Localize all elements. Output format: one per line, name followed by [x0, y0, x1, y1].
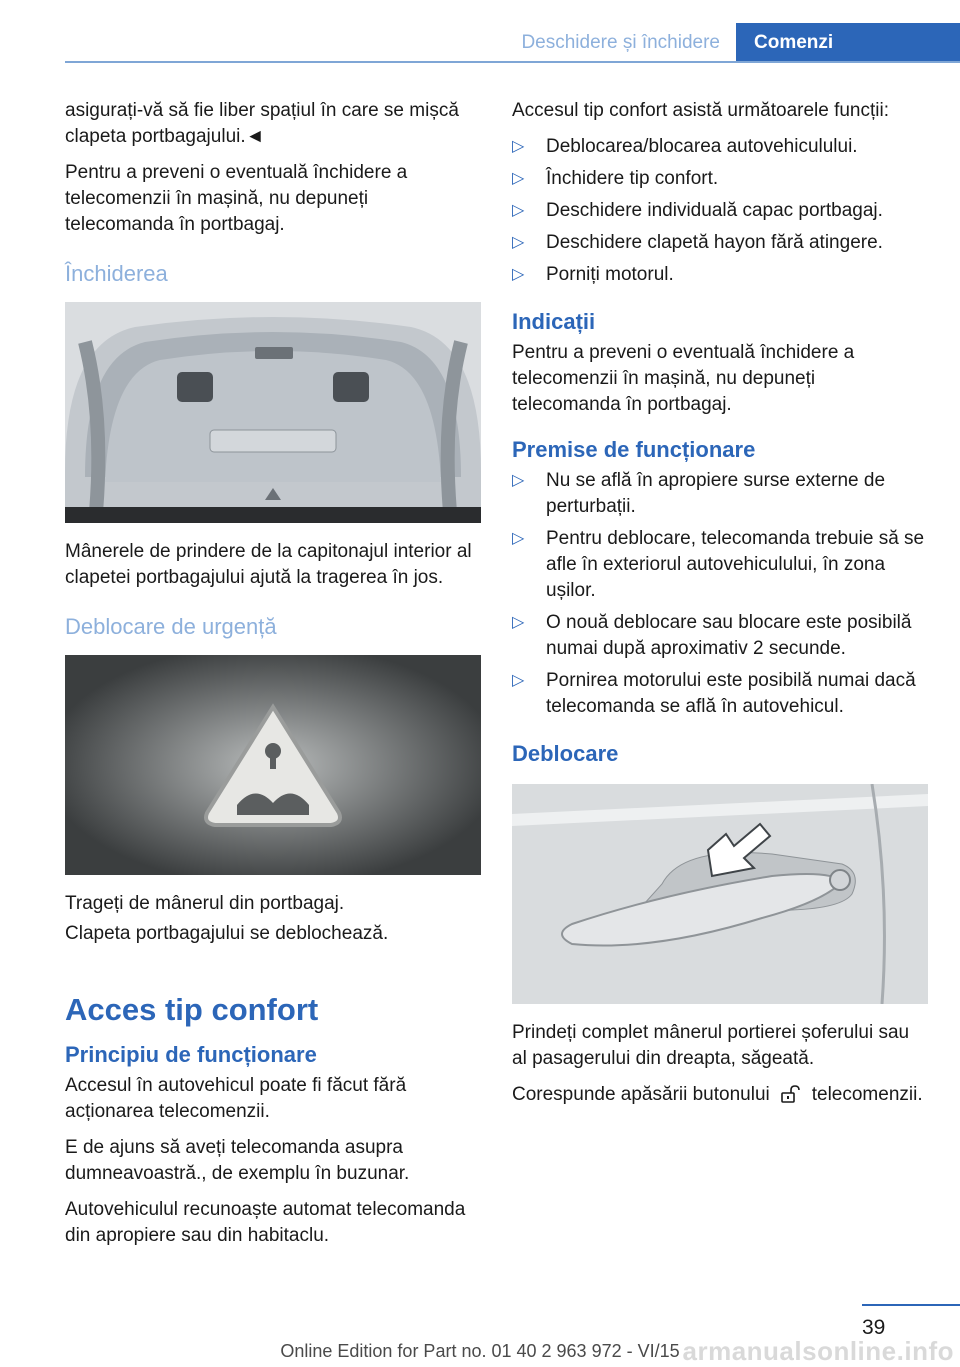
paragraph-trageti: Trageți de mânerul din portbagaj. [65, 893, 345, 914]
list-item: ▷ Deblocarea/blocarea autovehiculului. [512, 134, 928, 160]
footer-rule [862, 1304, 960, 1306]
list-item: ▷ O nouă deblocare sau blocare este posibilă numai după aproximativ 2 secunde. [512, 612, 912, 659]
bullet-triangle-icon: ▷ [512, 672, 525, 689]
heading-premise: Premise de funcționare [512, 437, 756, 462]
footer-edition: Online Edition for Part no. 01 40 2 963 972 - VI/15 [280, 1341, 680, 1361]
watermark: armanualsonline.info [682, 1336, 954, 1366]
list-item: ▷ Închidere tip confort. [512, 166, 928, 192]
heading-indicatii: Indicații [512, 309, 596, 334]
trunk-lid-interior-image [65, 302, 481, 523]
header-section-title: Deschidere și închidere [521, 32, 720, 53]
paragraph-indicatii: Pentru a preveni o eventuală închidere a telecomenzii în mașină, nu depuneți telecomanda în portbagaj. [512, 342, 855, 415]
header-rule [65, 61, 960, 63]
left-column [65, 98, 481, 1259]
paragraph-accesul: Accesul în autovehicul poate fi făcut fără acționarea telecomenzii. [65, 1075, 407, 1122]
paragraph-ajuns: E de ajuns să aveți telecomanda asupra dumneavoastră., de exemplu în buzunar. [65, 1137, 410, 1184]
heading-deblocare: Deblocare [512, 741, 619, 766]
bullet-triangle-icon: ▷ [512, 202, 525, 219]
paragraph-recunoaste: Autovehiculul recunoaște automat telecomanda din apropiere sau din habitaclu. [65, 1199, 466, 1246]
figure-caption-handles: Mânerele de prindere de la capitonajul interior al clapetei portbagajului ajută la tragerea în jos. [65, 541, 472, 588]
header-section [0, 0, 736, 61]
bullet-triangle-icon: ▷ [512, 138, 525, 155]
paragraph-functions-intro: Accesul tip confort asistă următoarele funcții: [512, 100, 890, 121]
page-number: 39 [862, 1316, 886, 1339]
heading-deblocare-urgenta: Deblocare de urgență [65, 614, 277, 639]
door-handle-image [512, 784, 928, 1004]
header-tab-label: Comenzi [754, 32, 834, 53]
premise-list [512, 468, 928, 720]
paragraph-clapeta-deblocheaza: Clapeta portbagajului se deblochează. [65, 923, 389, 944]
list-item: ▷ Deschidere clapetă hayon fără atingere. [512, 230, 928, 256]
list-item: ▷ Pentru deblocare, telecomanda trebuie să se afle în exteriorul autovehiculului, în zona ușilor. [512, 528, 925, 601]
functions-list [512, 134, 928, 288]
list-item: ▷ Pornirea motorului este posibilă numai dacă telecomanda se află în autovehicul. [512, 670, 916, 717]
paragraph-prindeti: Prindeți complet mânerul portierei șoferului sau al pasagerului din dreapta, săgeată. [512, 1022, 910, 1069]
bullet-triangle-icon: ▷ [512, 530, 525, 547]
bullet-triangle-icon: ▷ [512, 614, 525, 631]
heading-inchiderea: Închiderea [65, 261, 168, 286]
paragraph-corespunde: Corespunde apăsării butonului telecomenzii. [512, 1084, 923, 1105]
bullet-triangle-icon: ▷ [512, 170, 525, 187]
list-item: ▷ Nu se află în apropiere surse externe de perturbații. [512, 470, 886, 517]
unlock-key-icon [780, 1085, 802, 1103]
right-column [512, 98, 928, 1118]
paragraph-telecomanda-warning: Pentru a preveni o eventuală închidere a telecomenzii în mașină, nu depuneți telecomanda în portbagaj. [65, 162, 408, 235]
heading-principiu: Principiu de funcționare [65, 1042, 317, 1067]
bullet-triangle-icon: ▷ [512, 472, 525, 489]
bullet-triangle-icon: ▷ [512, 234, 525, 251]
emergency-release-handle-image [65, 655, 481, 875]
heading-acces-tip-confort: Acces tip confort [65, 992, 319, 1027]
list-item: ▷ Porniți motorul. [512, 262, 928, 288]
list-item: ▷ Deschidere individuală capac portbagaj. [512, 198, 928, 224]
header-tab[interactable] [736, 23, 960, 61]
paragraph-clapeta-warning: asigurați-vă să fie liber spațiul în care se mișcă clapeta portbagajului.◄ [65, 100, 459, 147]
bullet-triangle-icon: ▷ [512, 266, 525, 283]
